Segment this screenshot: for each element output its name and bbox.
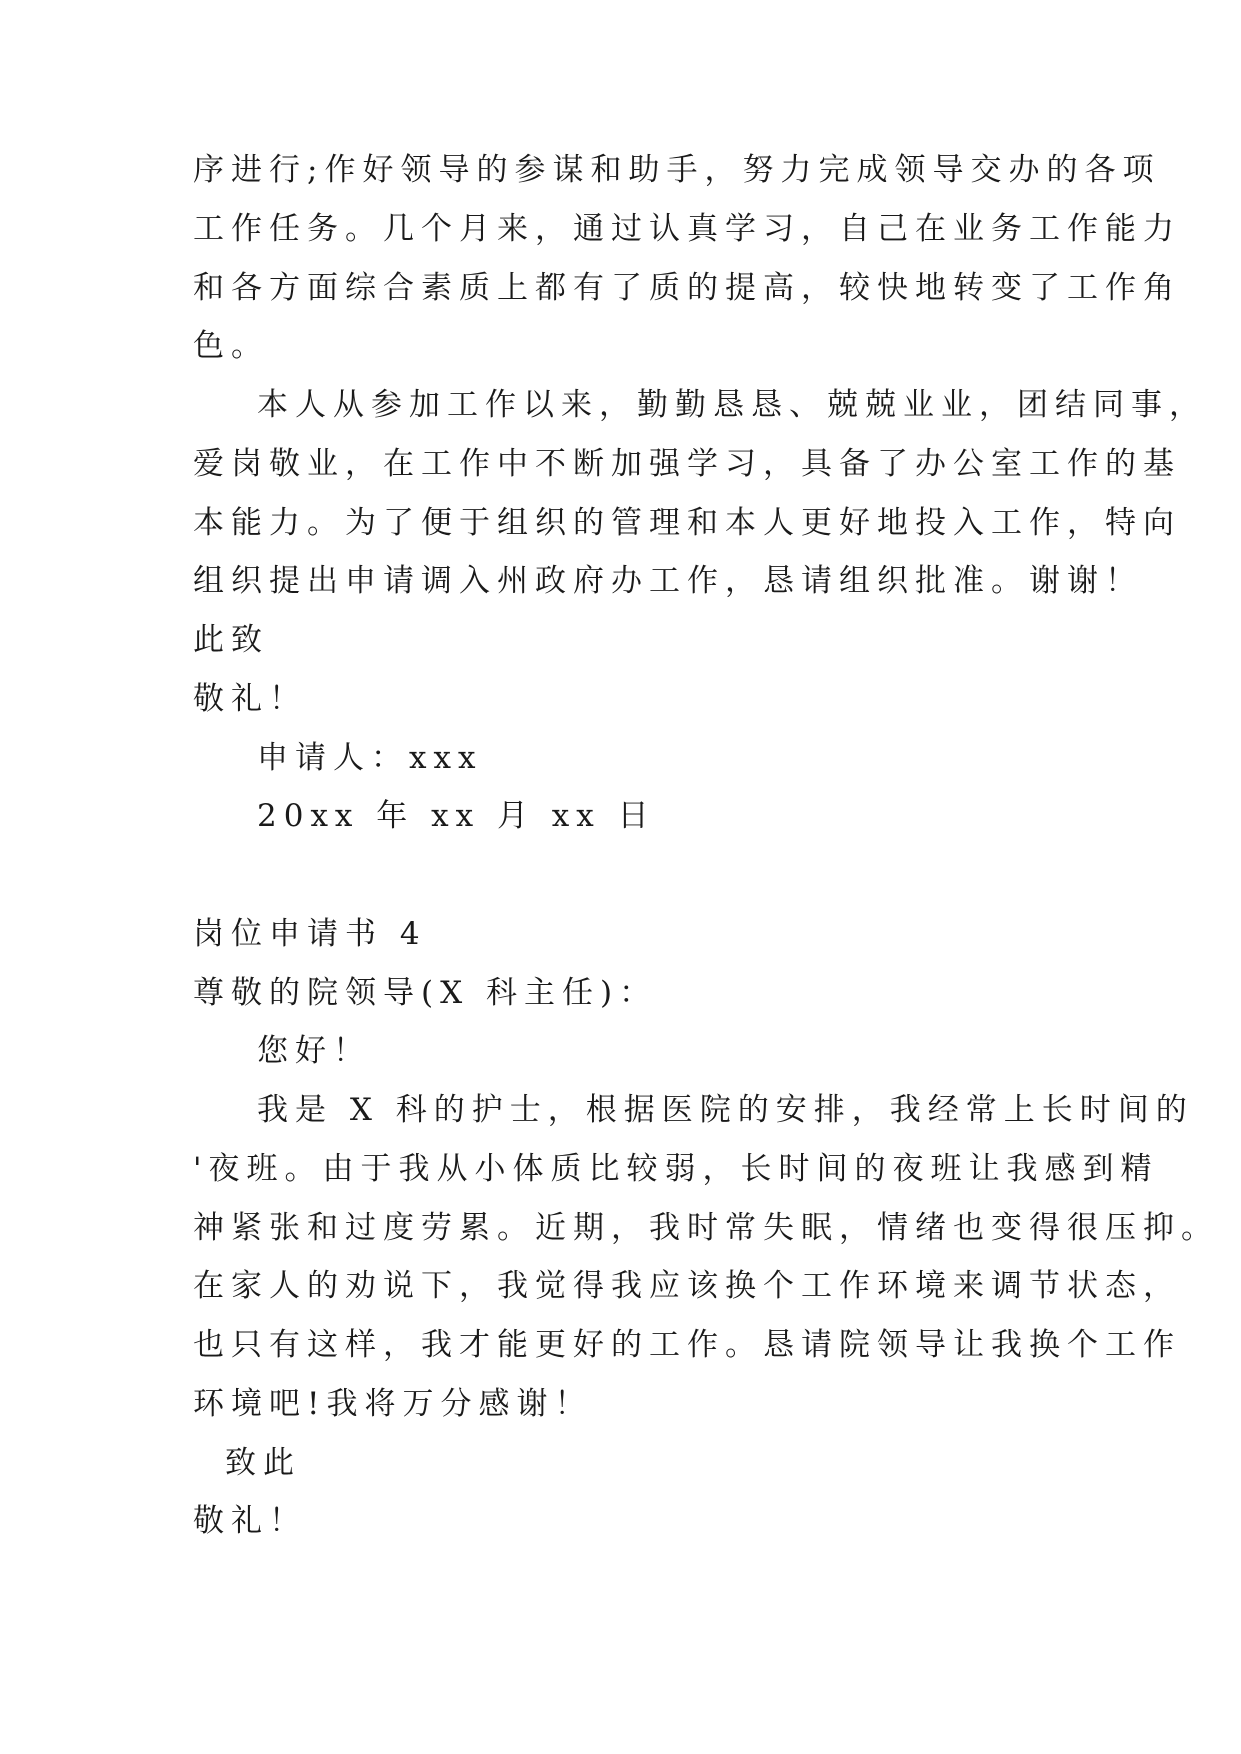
paragraph-line: 在家人的劝说下，我觉得我应该换个工作环境来调节状态， (193, 1268, 1181, 1304)
closing-salutation: 致此 (225, 1445, 301, 1481)
paragraph-line: 神紧张和过度劳累。近期，我时常失眠，情绪也变得很压抑。 (193, 1210, 1219, 1246)
paragraph-line: 我是 X 科的护士，根据医院的安排，我经常上长时间的 (257, 1092, 1194, 1128)
paragraph-line: 工作任务。几个月来，通过认真学习，自己在业务工作能力 (193, 211, 1181, 247)
section-title: 岗位申请书 4 (193, 916, 427, 952)
letter-addressee: 尊敬的院领导(X 科主任)： (193, 975, 658, 1011)
paragraph-line: 爱岗敬业，在工作中不断加强学习，具备了办公室工作的基 (193, 446, 1181, 482)
closing-regards: 敬礼！ (193, 1503, 307, 1539)
signature-date: 20xx 年 xx 月 xx 日 (257, 798, 656, 834)
greeting: 您好！ (257, 1033, 371, 1069)
paragraph-line: 也只有这样，我才能更好的工作。恳请院领导让我换个工作 (193, 1327, 1181, 1363)
paragraph-line: 本人从参加工作以来，勤勤恳恳、兢兢业业，团结同事， (257, 387, 1207, 423)
paragraph-line: 色。 (193, 328, 269, 364)
closing-regards: 敬礼！ (193, 681, 307, 717)
paragraph-line: 和各方面综合素质上都有了质的提高，较快地转变了工作角 (193, 270, 1181, 306)
paragraph-line: '夜班。由于我从小体质比较弱，长时间的夜班让我感到精 (193, 1151, 1159, 1187)
paragraph-line: 本能力。为了便于组织的管理和本人更好地投入工作，特向 (193, 505, 1181, 541)
applicant-signature: 申请人：xxx (257, 740, 483, 776)
paragraph-line: 组织提出申请调入州政府办工作，恳请组织批准。谢谢！ (193, 563, 1143, 599)
paragraph-line: 环境吧!我将万分感谢！ (193, 1386, 593, 1422)
closing-salutation: 此致 (193, 622, 269, 658)
paragraph-line: 序进行;作好领导的参谋和助手，努力完成领导交办的各项 (193, 152, 1161, 188)
